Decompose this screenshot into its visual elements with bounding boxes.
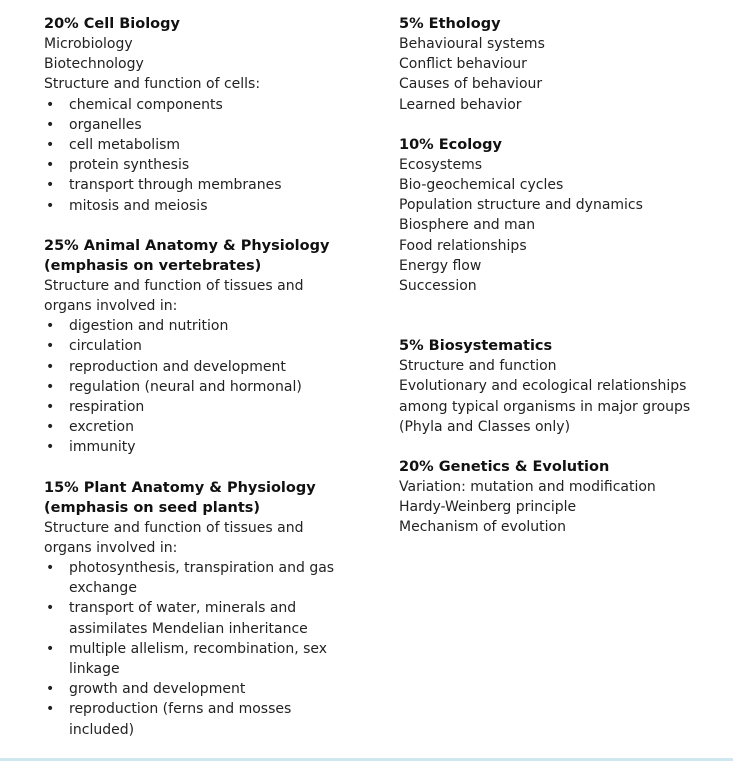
list-item-line: included) [69, 721, 135, 738]
left-column [44, 14, 344, 760]
list-item: • cell metabolism [44, 135, 344, 155]
topic-line: Biotechnology [44, 56, 144, 73]
list-item: • excretion [44, 417, 344, 437]
list-item-line: assimilates Mendelian inheritance [69, 620, 308, 637]
bullet-list [44, 95, 344, 216]
list-item-line: transport of water, minerals and [69, 600, 297, 617]
list-item: • immunity [44, 437, 344, 457]
list-item: • chemical components [44, 95, 344, 115]
list-item: • respiration [44, 397, 344, 417]
bullet-list [44, 316, 344, 457]
list-item: • mitosis and meiosis [44, 196, 344, 216]
list-item: • organelles [44, 115, 344, 135]
intro-line: Structure and function of tissues and [44, 277, 304, 294]
list-item-line: exchange [69, 580, 137, 597]
right-column [399, 14, 699, 558]
topic-line: Ecosystems [399, 156, 483, 173]
list-item [44, 679, 344, 699]
topic-line: Evolutionary and ecological relationships [399, 378, 687, 395]
list-item-line: photosynthesis, transpiration and gas [69, 560, 335, 577]
topic-line: Food relationships [399, 237, 527, 254]
section-heading: 20% Cell Biology [44, 16, 180, 32]
list-item-line: reproduction (ferns and mosses [69, 701, 292, 718]
list-item [44, 699, 344, 739]
section-heading: 15% Plant Anatomy & Physiology [44, 479, 316, 496]
topic-line: Learned behavior [399, 96, 522, 113]
topic-line: Population structure and dynamics [399, 197, 643, 214]
topic-line: Energy flow [399, 257, 482, 274]
topic-line: among typical organisms in major groups [399, 398, 691, 415]
section-cell-biology [44, 14, 344, 216]
section-genetics-evolution [399, 457, 699, 538]
list-item: • circulation [44, 336, 344, 356]
section-subheading: (emphasis on vertebrates) [44, 257, 262, 274]
list-item-line: multiple allelism, recombination, sex [69, 640, 328, 657]
topic-line: Microbiology [44, 36, 133, 52]
list-item [44, 598, 344, 638]
section-heading: 5% Biosystematics [399, 338, 553, 355]
topic-line: Succession [399, 278, 477, 295]
section-plant-anatomy [44, 478, 344, 740]
section-heading: 10% Ecology [399, 136, 502, 153]
topic-line: Variation: mutation and modification [399, 479, 656, 496]
list-item: • protein synthesis [44, 155, 344, 175]
bullet-list [44, 558, 344, 740]
list-item: • digestion and nutrition [44, 316, 344, 336]
section-animal-anatomy [44, 236, 344, 458]
topic-line: Structure and function of cells: [44, 76, 261, 93]
section-biosystematics [399, 336, 699, 437]
topic-line: Biosphere and man [399, 217, 536, 234]
section-ecology [399, 135, 699, 296]
section-heading: 20% Genetics & Evolution [399, 459, 610, 476]
topic-line: Conflict behaviour [399, 56, 527, 73]
intro-line: organs involved in: [44, 298, 178, 315]
section-ethology [399, 14, 699, 115]
topic-line: Behavioural systems [399, 36, 545, 52]
list-item: • regulation (neural and hormonal) [44, 377, 344, 397]
section-heading: 5% Ethology [399, 16, 501, 32]
list-item [44, 558, 344, 598]
list-item: • reproduction and development [44, 357, 344, 377]
list-item [44, 639, 344, 679]
topic-line: Structure and function [399, 358, 557, 375]
topic-line: Causes of behaviour [399, 76, 543, 93]
topic-line: Hardy-Weinberg principle [399, 499, 577, 516]
list-item-line: growth and development [69, 681, 246, 698]
topic-line: (Phyla and Classes only) [399, 418, 571, 435]
section-subheading: (emphasis on seed plants) [44, 499, 261, 516]
intro-line: Structure and function of tissues and [44, 519, 304, 536]
topic-line: Bio-geochemical cycles [399, 177, 564, 194]
intro-line: organs involved in: [44, 539, 178, 556]
section-heading: 25% Animal Anatomy & Physiology [44, 237, 330, 254]
list-item-line: linkage [69, 661, 120, 678]
list-item: • transport through membranes [44, 175, 344, 195]
topic-line: Mechanism of evolution [399, 519, 566, 536]
